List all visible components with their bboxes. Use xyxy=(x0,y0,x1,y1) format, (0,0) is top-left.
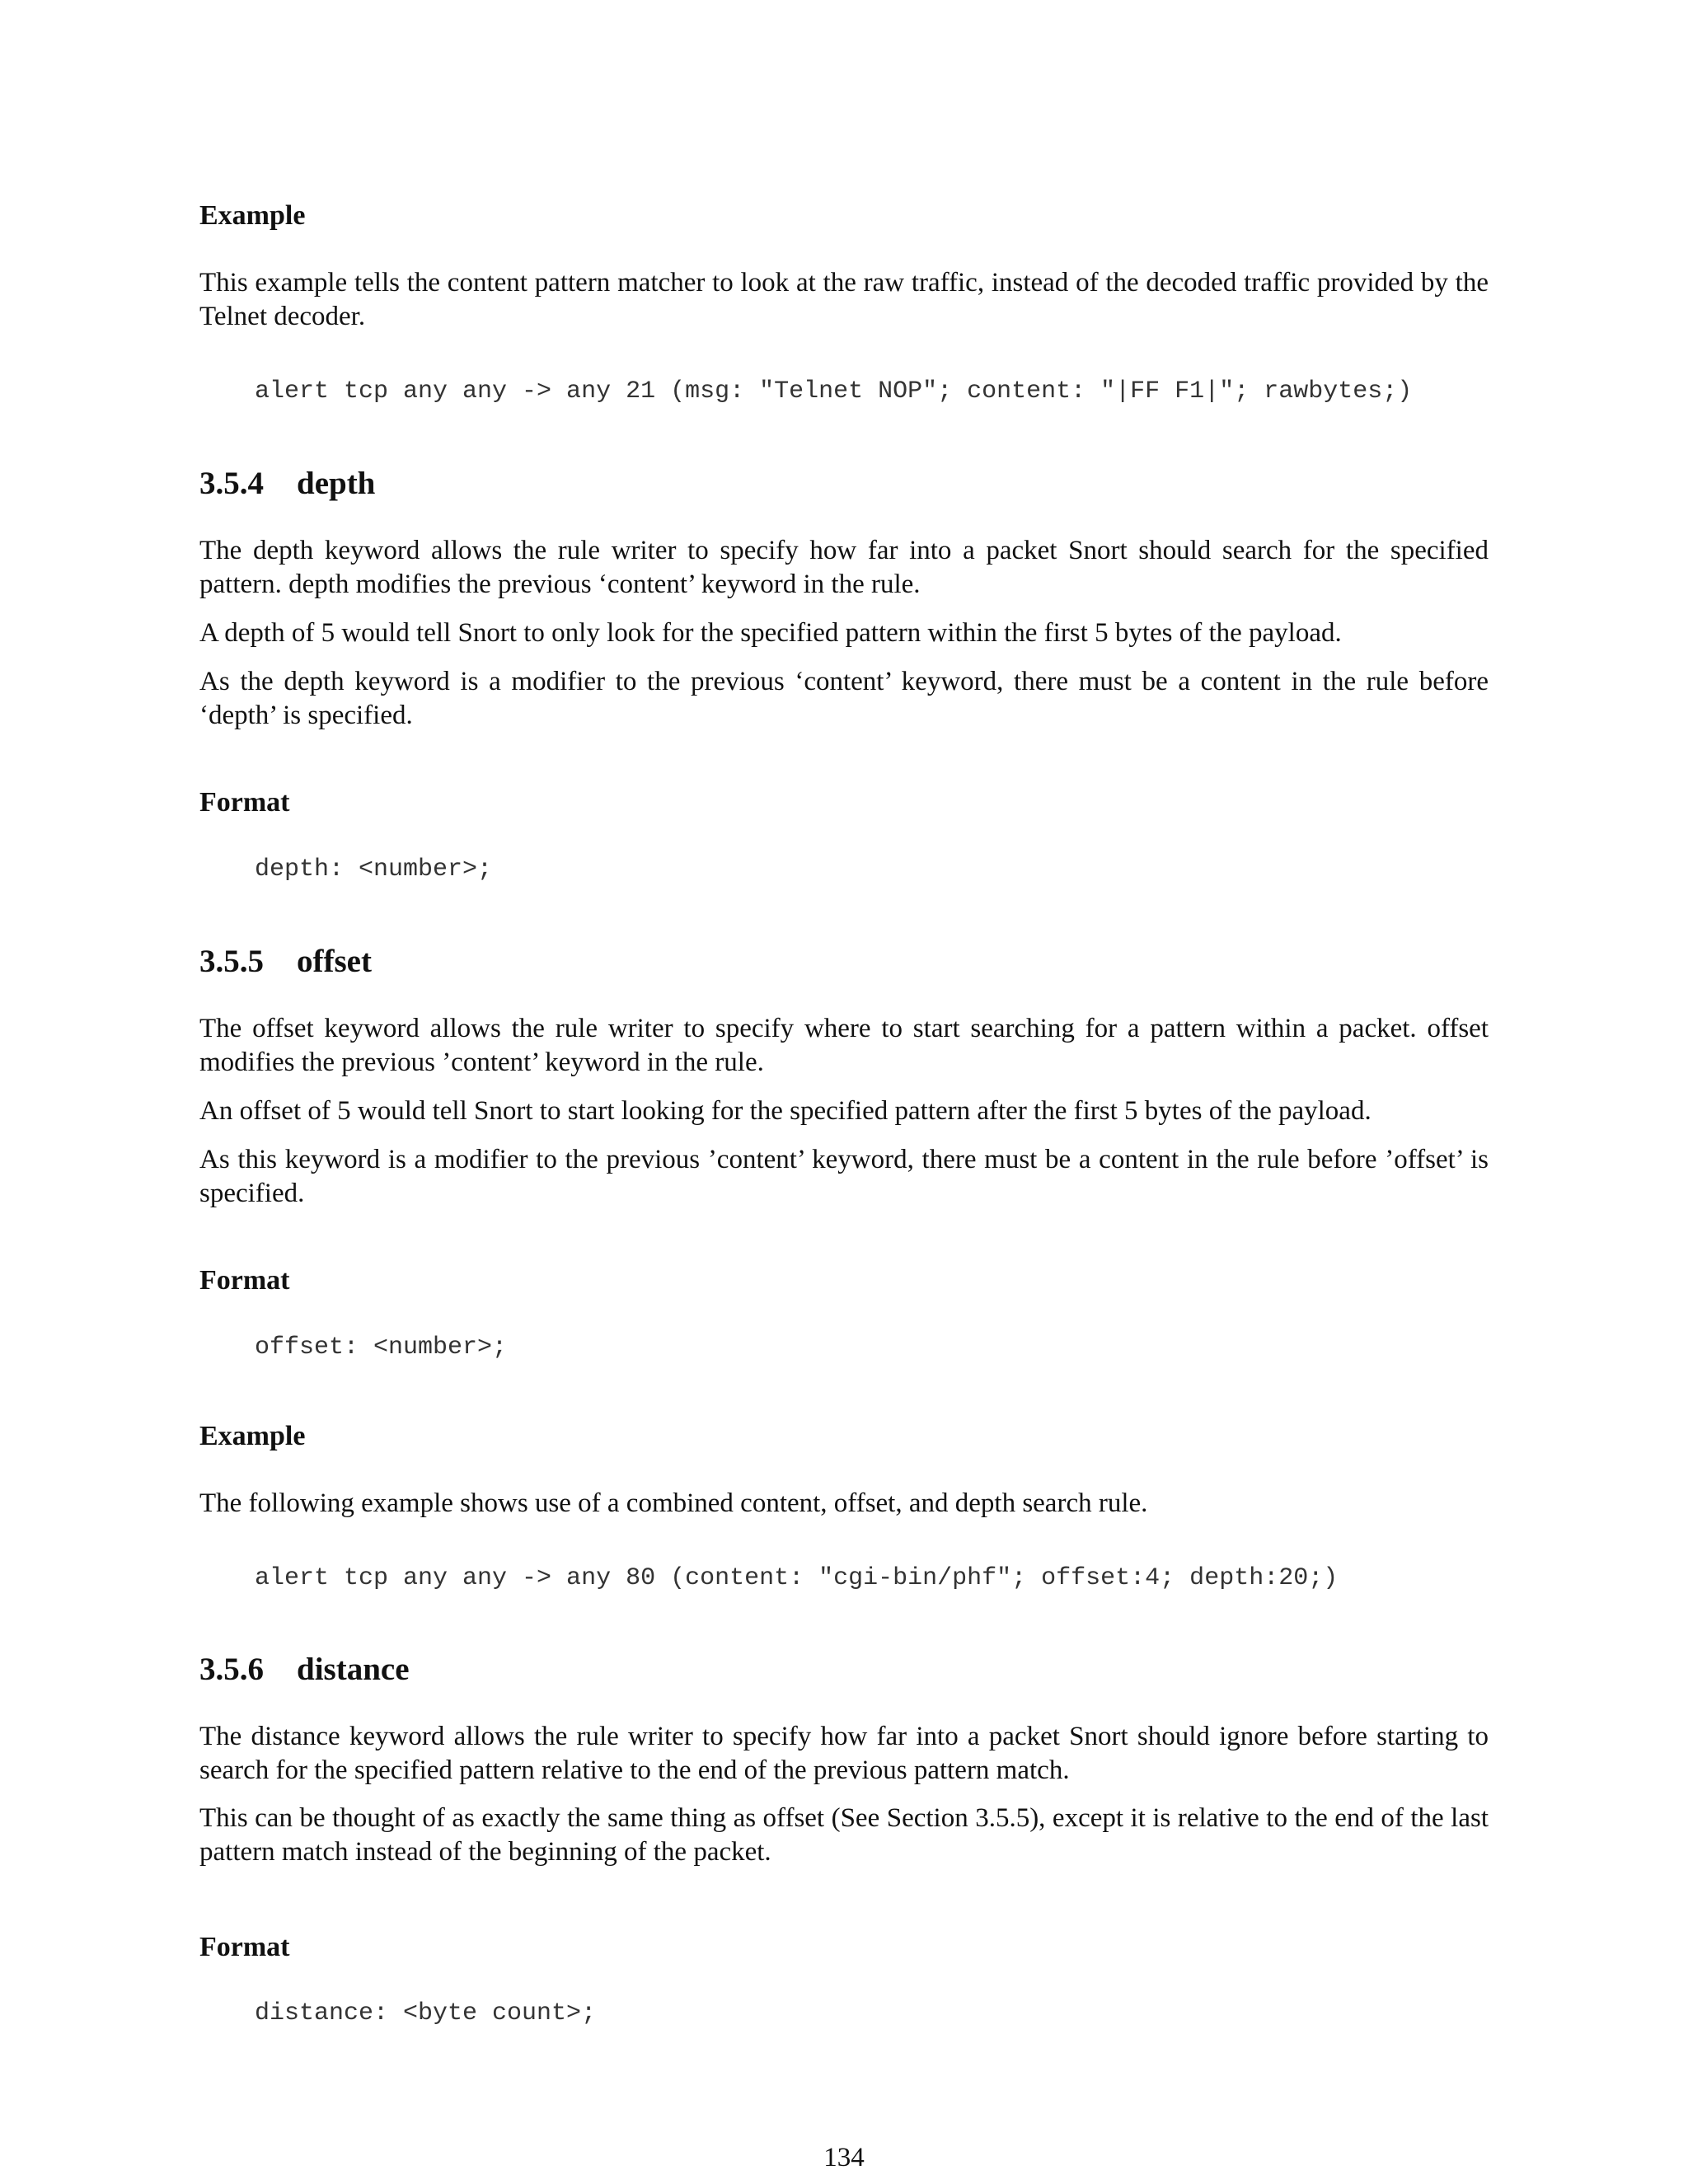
section-heading-depth xyxy=(199,465,375,503)
section-heading-distance xyxy=(199,1651,410,1689)
depth-paragraph-2: A depth of 5 would tell Snort to only look for the specified pattern within the first 5 bytes of the payload. xyxy=(199,618,1342,648)
page-number: 134 xyxy=(823,2143,865,2172)
section-title: depth xyxy=(297,466,376,501)
offset-example-paragraph: The following example shows use of a combined content, offset, and depth search rule. xyxy=(199,1488,1148,1518)
depth-format-code: depth: <number>; xyxy=(255,855,493,883)
section-number: 3.5.5 xyxy=(199,944,264,979)
section-number: 3.5.6 xyxy=(199,1652,264,1687)
section-heading-offset xyxy=(199,943,372,981)
depth-format-heading: Format xyxy=(199,787,290,818)
distance-paragraph-1: The distance keyword allows the rule writer to specify how far into a packet Snort should ignore before starting to search for the specified pattern relative to the end of the previous pattern match. xyxy=(199,1722,1489,1785)
offset-format-heading: Format xyxy=(199,1265,290,1296)
offset-paragraph-3: As this keyword is a modifier to the previous ’content’ keyword, there must be a content in the rule before ’offset’ is specified. xyxy=(199,1145,1489,1208)
distance-paragraph-2: This can be thought of as exactly the same thing as offset (See Section 3.5.5), except it is relative to the end of the last pattern match instead of the beginning of the packet. xyxy=(199,1803,1489,1867)
offset-paragraph-1: The offset keyword allows the rule writer to specify where to start searching for a pattern within a packet. offset modifies the previous ’content’ keyword in the rule. xyxy=(199,1014,1489,1077)
section-number: 3.5.4 xyxy=(199,466,264,501)
offset-example-code: alert tcp any any -> any 80 (content: "cgi-bin/phf"; offset:4; depth:20;) xyxy=(255,1564,1339,1592)
section-title: distance xyxy=(297,1652,410,1687)
example-paragraph: This example tells the content pattern matcher to look at the raw traffic, instead of the decoded traffic provided by the Telnet decoder. xyxy=(199,268,1489,331)
depth-paragraph-1: The depth keyword allows the rule writer to specify how far into a packet Snort should search for the specified pattern. depth modifies the previous ‘content’ keyword in the rule. xyxy=(199,536,1489,599)
offset-paragraph-2: An offset of 5 would tell Snort to start looking for the specified pattern after the first 5 bytes of the payload. xyxy=(199,1096,1372,1126)
distance-format-code: distance: <byte count>; xyxy=(255,1999,597,2027)
example-heading: Example xyxy=(199,200,306,231)
example-code-block: alert tcp any any -> any 21 (msg: "Telnet NOP"; content: "|FF F1|"; rawbytes;) xyxy=(255,377,1413,405)
offset-example-heading: Example xyxy=(199,1421,306,1451)
offset-format-code: offset: <number>; xyxy=(255,1333,508,1361)
depth-paragraph-3: As the depth keyword is a modifier to the previous ‘content’ keyword, there must be a content in the rule before ‘depth’ is specified. xyxy=(199,667,1489,730)
distance-format-heading: Format xyxy=(199,1932,290,1962)
section-title: offset xyxy=(297,944,372,979)
